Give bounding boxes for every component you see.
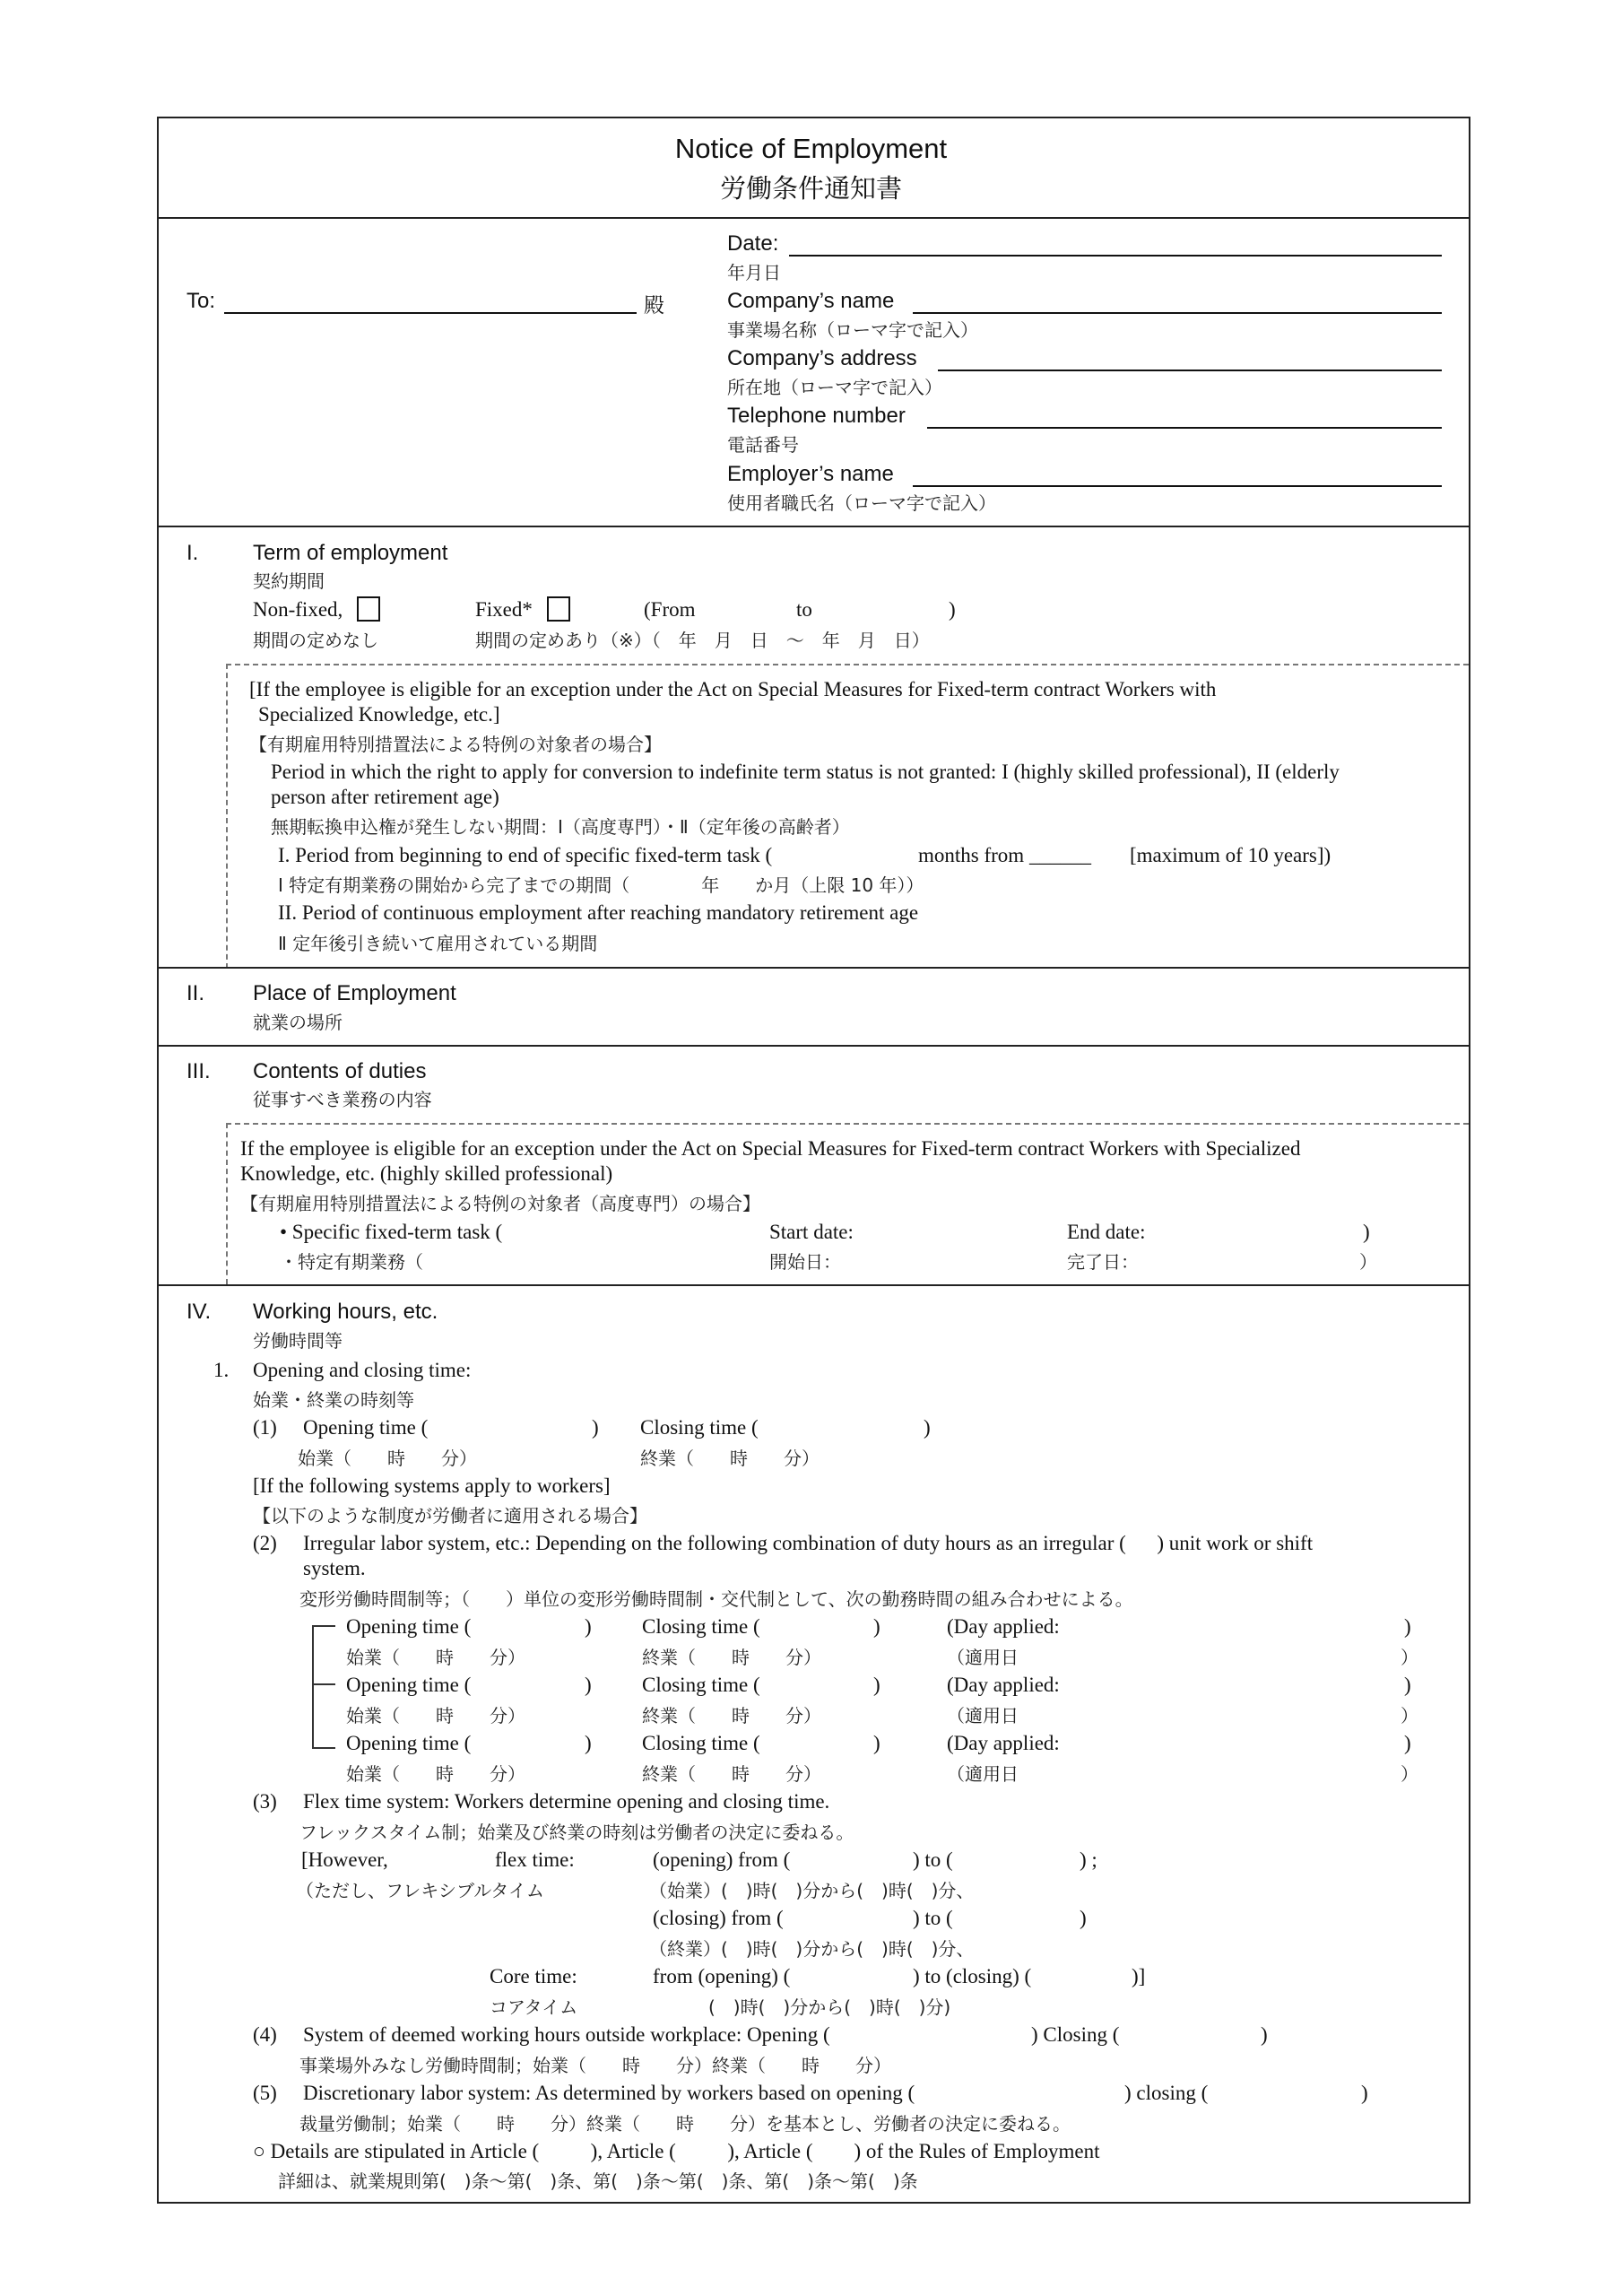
paren-close: ) [924, 1416, 931, 1439]
core-time-label-jp: コアタイム [490, 1996, 578, 2018]
shift-closing-label-jp: 終業（ 時 分） [642, 1763, 821, 1785]
nonfixed-label: Non-fixed, [253, 598, 343, 621]
shift-opening-label-jp: 始業（ 時 分） [346, 1647, 525, 1668]
special-paragraph: Knowledge, etc. (highly skilled professional) [240, 1162, 613, 1185]
special-period-text: II. Period of continuous employment after reaching mandatory retirement age [278, 901, 919, 924]
special-box-border [226, 664, 1469, 665]
special-period-text: [maximum of 10 years]) [1130, 844, 1331, 866]
special-paragraph-jp: 無期転換申込権が発生しない期間：Ⅰ（高度専門）・Ⅱ（定年後の高齢者） [271, 816, 850, 838]
flex-to: ) to ( [913, 1848, 953, 1871]
flex-to: ) to ( [913, 1907, 953, 1929]
company-name-field[interactable] [913, 312, 1442, 314]
task-label: • Specific fixed-term task ( [280, 1221, 503, 1243]
paren-close: ) [1361, 2082, 1368, 2104]
special-heading-jp: 【有期雇用特別措置法による特例の対象者（高度専門）の場合】 [240, 1193, 760, 1214]
to-label: to [796, 598, 812, 621]
telephone-label: Telephone number [727, 404, 906, 428]
end-date-label: End date: [1067, 1221, 1146, 1243]
end-date-label-jp: 完了日： [1067, 1251, 1139, 1273]
section-title: Contents of duties [253, 1059, 427, 1083]
deemed-hours-text: System of deemed working hours outside workplace: Opening ( [303, 2023, 830, 2046]
day-applied-label-jp: （適用日 [947, 1763, 1019, 1785]
special-heading-jp: 【有期雇用特別措置法による特例の対象者の場合】 [249, 734, 662, 755]
special-box-border [226, 1123, 1469, 1125]
company-name-label: Company’s name [727, 289, 895, 313]
subitem-number: (3) [253, 1790, 277, 1813]
flex-however-jp: （ただし、フレキシブルタイム [296, 1880, 544, 1901]
form-title-jp: 労働条件通知書 [719, 173, 902, 204]
divider [157, 967, 1470, 969]
opening-time-label: Opening time ( [303, 1416, 429, 1439]
closing-time-label-jp: 終業（ 時 分） [640, 1448, 820, 1469]
subitem-number: (2) [253, 1532, 277, 1554]
special-period-text: I. Period from beginning to end of specific fixed-term task ( [278, 844, 773, 866]
date-label-jp: 年月日 [727, 262, 781, 283]
shift-opening-label-jp: 始業（ 時 分） [346, 1763, 525, 1785]
paren-close: ) [873, 1674, 880, 1696]
paren-close: ) [873, 1615, 880, 1638]
shift-opening-label: Opening time ( [346, 1674, 472, 1696]
paren-close-jp: ） [1401, 1763, 1418, 1785]
company-name-label-jp: 事業場名称（ローマ字で記入） [727, 319, 978, 341]
section-title: Working hours, etc. [253, 1300, 438, 1324]
item-title-jp: 始業・終業の時刻等 [253, 1389, 414, 1411]
shift-closing-label: Closing time ( [642, 1732, 760, 1754]
flex-closing-from: (closing) from ( [653, 1907, 784, 1929]
form-title-en: Notice of Employment [674, 133, 948, 164]
shift-opening-label-jp: 始業（ 時 分） [346, 1705, 525, 1726]
day-applied-label: (Day applied: [947, 1732, 1060, 1754]
special-paragraph: person after retirement age) [271, 786, 499, 808]
special-box-border [226, 1123, 228, 1284]
if-applicable-note: [If the following systems apply to workers] [253, 1474, 611, 1497]
nonfixed-checkbox[interactable] [357, 596, 380, 622]
shift-bracket-tick [312, 1747, 335, 1749]
divider [157, 217, 1470, 219]
section-number: II. [186, 981, 205, 1005]
employer-name-field[interactable] [913, 485, 1442, 487]
paren-close: ) [585, 1674, 592, 1696]
divider [157, 1284, 1470, 1286]
company-address-field[interactable] [938, 370, 1442, 371]
flex-system-text: Flex time system: Workers determine opening and closing time. [303, 1790, 830, 1813]
fixed-label-jp: 期間の定めあり（※）（ 年 月 日 ～ 年 月 日） [475, 630, 930, 651]
item-number: 1. [213, 1359, 230, 1381]
section-title: Term of employment [253, 541, 448, 565]
special-box-border [226, 664, 228, 969]
start-date-label-jp: 開始日： [769, 1251, 841, 1273]
special-paragraph: Period in which the right to apply for conversion to indefinite term status is not granted: I (highly skilled professional), II (elderly [271, 761, 1340, 783]
paren-close: ) [1404, 1615, 1411, 1638]
task-close: ) [1363, 1221, 1370, 1243]
core-time-jp: ( )時( )分から( )時( )分) [708, 1996, 951, 2018]
special-paragraph: [If the employee is eligible for an exception under the Act on Special Measures for Fixed-term contract Workers with [249, 678, 1217, 700]
irregular-system-text-jp: 変形労働時間制等；（ ）単位の変形労働時間制・交代制として、次の勤務時間の組み合わせによる。 [299, 1588, 1133, 1610]
fixed-checkbox[interactable] [547, 596, 570, 622]
period-close: ) [949, 598, 956, 621]
subitem-number: (5) [253, 2082, 277, 2104]
special-period-text: months from ______ [918, 844, 1091, 866]
task-close-jp: ） [1359, 1251, 1377, 1273]
task-label-jp: ・特定有期業務（ [280, 1251, 423, 1273]
divider [157, 526, 1470, 527]
paren-close: ) [1404, 1732, 1411, 1754]
deemed-hours-text-jp: 事業場外みなし労働時間制；始業（ 時 分）終業（ 時 分） [299, 2055, 891, 2076]
core-end: )] [1132, 1965, 1146, 1987]
employer-name-label-jp: 使用者職氏名（ローマ字で記入） [727, 492, 996, 514]
details-note: ○ Details are stipulated in Article ( ), Article ( ), Article ( ) of the Rules of Employment [253, 2140, 1100, 2162]
start-date-label: Start date: [769, 1221, 854, 1243]
section-title: Place of Employment [253, 981, 456, 1005]
subitem-number: (1) [253, 1416, 277, 1439]
paren-close: ) [1404, 1674, 1411, 1696]
paren-close: ) [585, 1615, 592, 1638]
special-period-text-jp: Ⅰ 特定有期業務の開始から完了までの期間（ 年 か月（上限 10 年）） [278, 874, 924, 896]
shift-bracket-tick [312, 1683, 335, 1685]
section-number: III. [186, 1059, 211, 1083]
flex-opening-jp: （始業）( )時( )分から( )時( )分、 [649, 1880, 975, 1901]
shift-closing-label-jp: 終業（ 時 分） [642, 1647, 821, 1668]
date-field[interactable] [789, 255, 1442, 257]
company-address-label-jp: 所在地（ローマ字で記入） [727, 377, 942, 398]
irregular-system-text: Irregular labor system, etc.: Depending on the following combination of duty hours as an irregular ( ) unit work or shift [303, 1532, 1314, 1554]
section-number: IV. [186, 1300, 212, 1324]
paren-close: ) [1261, 2023, 1268, 2046]
deemed-hours-closing: ) Closing ( [1031, 2023, 1120, 2046]
discretionary-closing: ) closing ( [1124, 2082, 1209, 2104]
employer-name-label: Employer’s name [727, 462, 894, 486]
telephone-field[interactable] [927, 427, 1442, 429]
from-label: (From [644, 598, 696, 621]
paren-close: ) [592, 1416, 599, 1439]
to-field[interactable] [224, 312, 637, 314]
discretionary-text: Discretionary labor system: As determined by workers based on opening ( [303, 2082, 915, 2104]
shift-bracket-tick [312, 1625, 335, 1627]
fixed-label: Fixed* [475, 598, 533, 621]
core-from: from (opening) ( [653, 1965, 791, 1987]
day-applied-label-jp: （適用日 [947, 1705, 1019, 1726]
closing-time-label: Closing time ( [640, 1416, 759, 1439]
core-to: ) to (closing) ( [913, 1965, 1032, 1987]
special-paragraph: Specialized Knowledge, etc.] [258, 703, 500, 726]
irregular-system-text: system. [303, 1557, 366, 1579]
special-paragraph: If the employee is eligible for an exception under the Act on Special Measures for Fixed-term contract Workers with Specialized [240, 1137, 1301, 1160]
details-note-jp: 詳細は、就業規則第( )条～第( )条、第( )条～第( )条、第( )条～第( )条 [278, 2170, 918, 2192]
paren-close: ) [585, 1732, 592, 1754]
nonfixed-label-jp: 期間の定めなし [253, 630, 378, 651]
shift-bracket [312, 1625, 314, 1749]
section-title-jp: 従事すべき業務の内容 [253, 1089, 432, 1110]
paren-close-jp: ） [1401, 1647, 1418, 1668]
paren-close-jp: ） [1401, 1705, 1418, 1726]
flex-opening-from: (opening) from ( [653, 1848, 791, 1871]
divider [157, 1045, 1470, 1047]
company-address-label: Company’s address [727, 346, 917, 370]
flex-semicolon: ) ; [1080, 1848, 1097, 1871]
honorific-label: 殿 [644, 294, 664, 317]
to-label: To: [186, 289, 216, 313]
day-applied-label: (Day applied: [947, 1674, 1060, 1696]
day-applied-label-jp: （適用日 [947, 1647, 1019, 1668]
section-number: I. [186, 541, 199, 565]
subitem-number: (4) [253, 2023, 277, 2046]
flex-closing-jp: （終業）( )時( )分から( )時( )分、 [649, 1938, 975, 1960]
telephone-label-jp: 電話番号 [727, 434, 799, 456]
paren-close: ) [1080, 1907, 1087, 1929]
shift-closing-label-jp: 終業（ 時 分） [642, 1705, 821, 1726]
day-applied-label: (Day applied: [947, 1615, 1060, 1638]
item-title: Opening and closing time: [253, 1359, 472, 1381]
section-title-jp: 就業の場所 [253, 1012, 343, 1033]
paren-close: ) [873, 1732, 880, 1754]
flex-however: [However, [301, 1848, 388, 1871]
core-time-label: Core time: [490, 1965, 577, 1987]
shift-opening-label: Opening time ( [346, 1615, 472, 1638]
flex-system-text-jp: フレックスタイム制；始業及び終業の時刻は労働者の決定に委ねる。 [299, 1822, 854, 1843]
discretionary-text-jp: 裁量労働制；始業（ 時 分）終業（ 時 分）を基本とし、労働者の決定に委ねる。 [299, 2113, 1071, 2135]
shift-closing-label: Closing time ( [642, 1615, 760, 1638]
section-title-jp: 契約期間 [253, 570, 325, 592]
opening-time-label-jp: 始業（ 時 分） [298, 1448, 477, 1469]
shift-closing-label: Closing time ( [642, 1674, 760, 1696]
shift-opening-label: Opening time ( [346, 1732, 472, 1754]
if-applicable-note-jp: 【以下のような制度が労働者に適用される場合】 [253, 1505, 647, 1526]
flex-time-label: flex time: [495, 1848, 575, 1871]
date-label: Date: [727, 231, 779, 256]
special-period-text-jp: Ⅱ 定年後引き続いて雇用されている期間 [278, 933, 598, 954]
section-title-jp: 労働時間等 [253, 1330, 343, 1352]
